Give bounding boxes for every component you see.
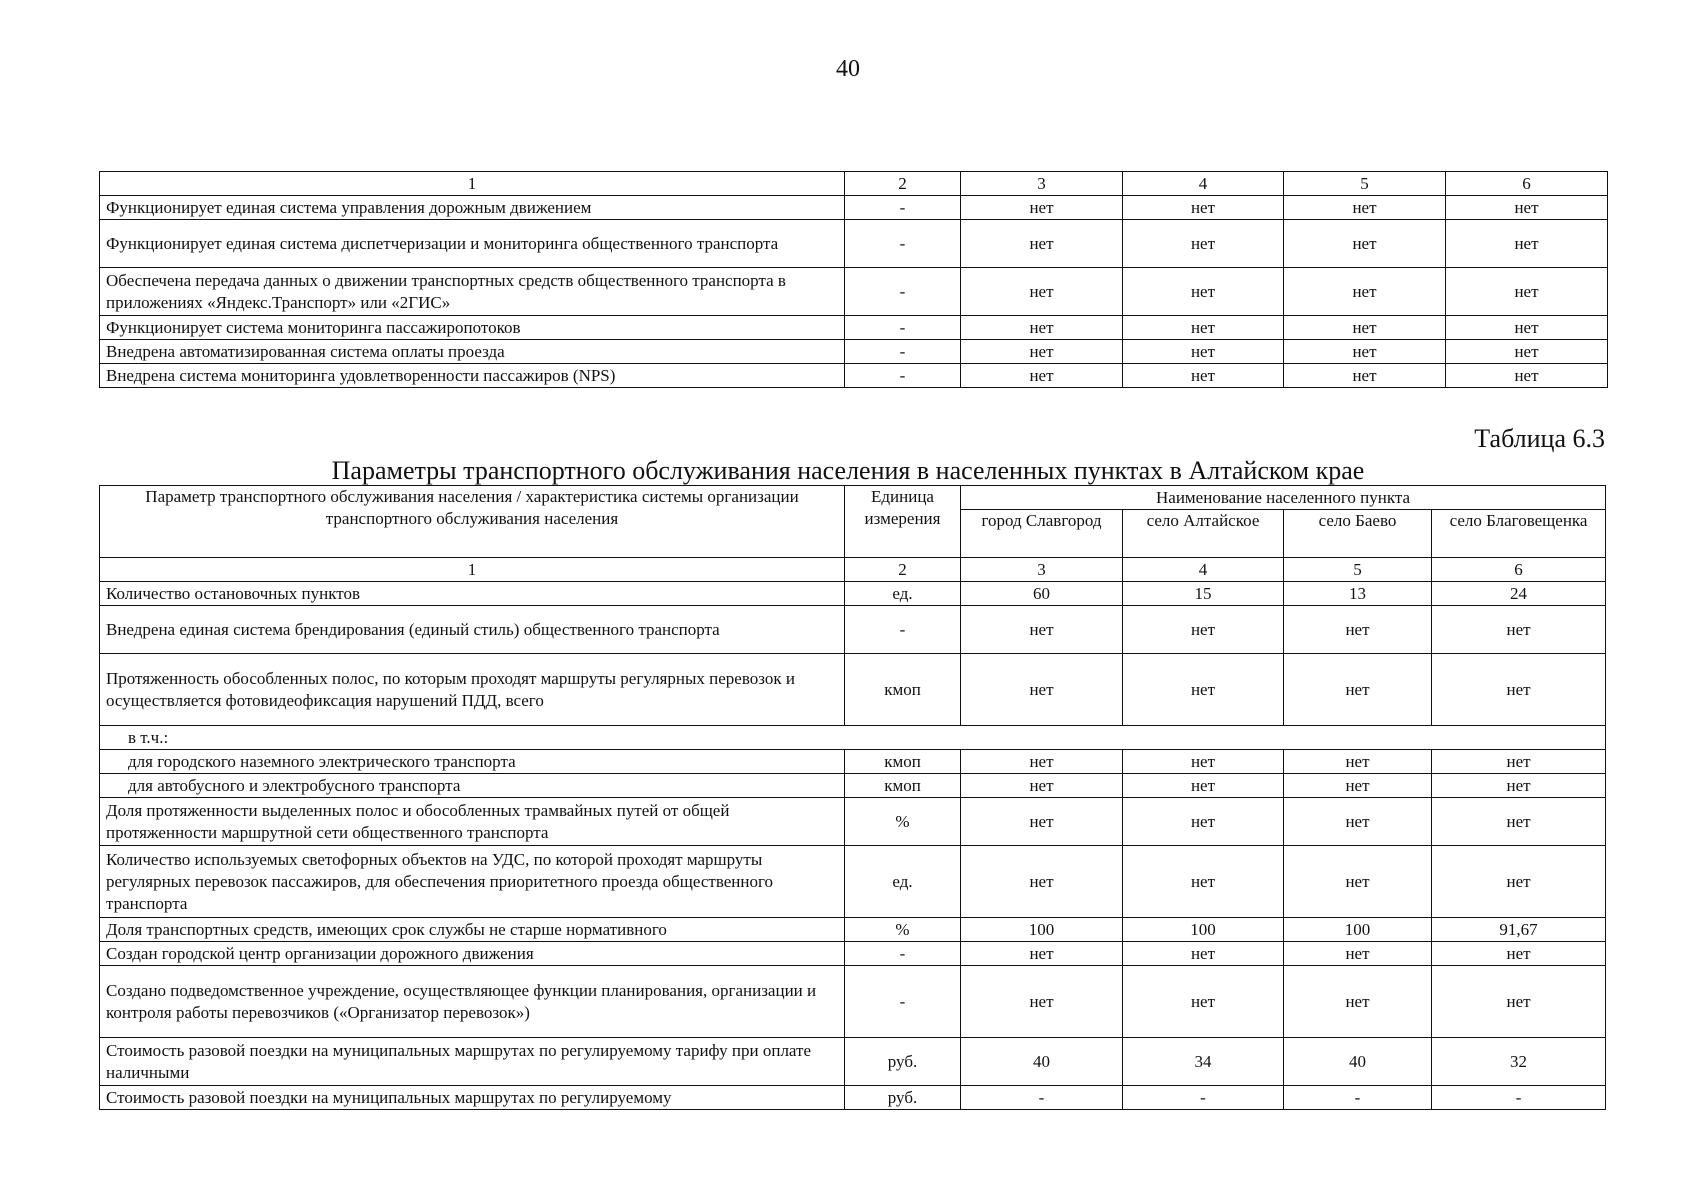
value-cell: нет	[1284, 268, 1446, 316]
value-cell: 15	[1123, 582, 1284, 606]
table-row	[100, 774, 1606, 798]
param-cell: Стоимость разовой поездки на муниципальных маршрутах по регулируемому тарифу при оплате наличными	[100, 1038, 845, 1086]
place-header: город Славгород	[961, 510, 1123, 558]
column-number: 5	[1284, 558, 1432, 582]
table-row	[100, 196, 1608, 220]
unit-cell: %	[845, 798, 961, 846]
table-row	[100, 966, 1606, 1038]
unit-cell: -	[845, 316, 961, 340]
value-cell: нет	[961, 798, 1123, 846]
table-header-row	[100, 486, 1606, 510]
value-cell: нет	[1284, 966, 1432, 1038]
param-cell: Количество остановочных пунктов	[100, 582, 845, 606]
unit-cell: -	[845, 340, 961, 364]
value-cell: нет	[1446, 196, 1608, 220]
table-row	[100, 1086, 1606, 1110]
table-row	[100, 750, 1606, 774]
table-title: Параметры транспортного обслуживания населения в населенных пунктах в Алтайском крае	[331, 456, 1365, 485]
value-cell: нет	[1446, 340, 1608, 364]
value-cell: 24	[1432, 582, 1606, 606]
value-cell: нет	[1284, 654, 1432, 726]
unit-column-header: Единица измерения	[845, 486, 961, 558]
param-cell: Обеспечена передача данных о движении транспортных средств общественного транспорта в приложениях «Яндекс.Транспорт» или «2ГИС»	[100, 268, 845, 316]
value-cell: 100	[1284, 918, 1432, 942]
table-row	[100, 340, 1608, 364]
value-cell: нет	[1123, 654, 1284, 726]
value-cell: нет	[961, 340, 1123, 364]
value-cell: нет	[1432, 774, 1606, 798]
value-cell: нет	[1432, 750, 1606, 774]
param-cell: Внедрена автоматизированная система оплаты проезда	[100, 340, 845, 364]
unit-cell: -	[845, 606, 961, 654]
value-cell: нет	[1123, 268, 1284, 316]
value-cell: 100	[961, 918, 1123, 942]
table-label: Таблица 6.3	[1474, 424, 1605, 453]
value-cell: нет	[1432, 798, 1606, 846]
value-cell: 40	[961, 1038, 1123, 1086]
transport-parameters-table	[99, 485, 1606, 1110]
unit-cell: %	[845, 918, 961, 942]
value-cell: нет	[1446, 268, 1608, 316]
value-cell: 100	[1123, 918, 1284, 942]
value-cell: нет	[961, 220, 1123, 268]
value-cell: нет	[1432, 654, 1606, 726]
value-cell: нет	[1123, 316, 1284, 340]
value-cell: нет	[961, 364, 1123, 388]
value-cell: нет	[961, 654, 1123, 726]
param-cell: Доля транспортных средств, имеющих срок службы не старше нормативного	[100, 918, 845, 942]
unit-cell: кмоп	[845, 654, 961, 726]
value-cell: нет	[1123, 196, 1284, 220]
place-header: село Баево	[1284, 510, 1432, 558]
value-cell: нет	[1446, 316, 1608, 340]
table-row	[100, 798, 1606, 846]
value-cell: нет	[1284, 798, 1432, 846]
subheading-row	[100, 726, 1606, 750]
table-row	[100, 606, 1606, 654]
header-cell: 5	[1284, 172, 1446, 196]
column-number: 1	[100, 558, 845, 582]
value-cell: нет	[1123, 966, 1284, 1038]
value-cell: нет	[1123, 220, 1284, 268]
value-cell: нет	[961, 750, 1123, 774]
value-cell: 60	[961, 582, 1123, 606]
value-cell: -	[1432, 1086, 1606, 1110]
param-cell: Доля протяженности выделенных полос и обособленных трамвайных путей от общей протяженности маршрутной сети общественного транспорта	[100, 798, 845, 846]
unit-cell: -	[845, 942, 961, 966]
column-number: 6	[1432, 558, 1606, 582]
param-cell: Количество используемых светофорных объектов на УДС, по которой проходят маршруты регулярных перевозок пассажиров, для обеспечения приоритетного проезда общественного транспорта	[100, 846, 845, 918]
unit-cell: руб.	[845, 1086, 961, 1110]
value-cell: нет	[1432, 966, 1606, 1038]
place-header: село Алтайское	[1123, 510, 1284, 558]
value-cell: нет	[1123, 340, 1284, 364]
value-cell: нет	[1446, 220, 1608, 268]
param-column-header: Параметр транспортного обслуживания населения / характеристика системы организации транспортного обслуживания населения	[100, 486, 845, 558]
header-cell: 1	[100, 172, 845, 196]
value-cell: нет	[961, 774, 1123, 798]
param-cell: Функционирует единая система диспетчеризации и мониторинга общественного транспорта	[100, 220, 845, 268]
param-cell: Функционирует система мониторинга пассажиропотоков	[100, 316, 845, 340]
param-cell: Создано подведомственное учреждение, осуществляющее функции планирования, организации и контроля работы перевозчиков («Организатор перевозок»)	[100, 966, 845, 1038]
value-cell: нет	[961, 316, 1123, 340]
header-cell: 6	[1446, 172, 1608, 196]
column-number: 3	[961, 558, 1123, 582]
table-row	[100, 846, 1606, 918]
place-group-header: Наименование населенного пункта	[961, 486, 1606, 510]
param-cell: для городского наземного электрического транспорта	[100, 750, 845, 774]
unit-cell: -	[845, 966, 961, 1038]
header-cell: 3	[961, 172, 1123, 196]
table-row	[100, 1038, 1606, 1086]
value-cell: нет	[1284, 750, 1432, 774]
unit-cell: -	[845, 196, 961, 220]
value-cell: 13	[1284, 582, 1432, 606]
value-cell: нет	[961, 196, 1123, 220]
value-cell: -	[1284, 1086, 1432, 1110]
column-number: 4	[1123, 558, 1284, 582]
value-cell: -	[961, 1086, 1123, 1110]
value-cell: нет	[1284, 774, 1432, 798]
value-cell: нет	[1123, 364, 1284, 388]
value-cell: нет	[1123, 798, 1284, 846]
unit-cell: -	[845, 364, 961, 388]
value-cell: -	[1123, 1086, 1284, 1110]
unit-cell: ед.	[845, 846, 961, 918]
unit-cell: -	[845, 268, 961, 316]
table-row	[100, 220, 1608, 268]
header-cell: 2	[845, 172, 961, 196]
value-cell: нет	[1284, 942, 1432, 966]
value-cell: нет	[1284, 220, 1446, 268]
value-cell: нет	[1123, 846, 1284, 918]
table-row	[100, 942, 1606, 966]
header-cell: 4	[1123, 172, 1284, 196]
value-cell: нет	[961, 846, 1123, 918]
place-header: село Благовещенка	[1432, 510, 1606, 558]
subheading-cell: в т.ч.:	[100, 726, 1606, 750]
table-row	[100, 364, 1608, 388]
param-cell: Стоимость разовой поездки на муниципальных маршрутах по регулируемому	[100, 1086, 845, 1110]
continued-table	[99, 171, 1608, 388]
value-cell: нет	[1432, 846, 1606, 918]
value-cell: 40	[1284, 1038, 1432, 1086]
value-cell: 91,67	[1432, 918, 1606, 942]
value-cell: нет	[1123, 606, 1284, 654]
value-cell: нет	[1446, 364, 1608, 388]
value-cell: нет	[1123, 774, 1284, 798]
param-cell: Функционирует единая система управления дорожным движением	[100, 196, 845, 220]
value-cell: 32	[1432, 1038, 1606, 1086]
value-cell: нет	[1284, 316, 1446, 340]
value-cell: нет	[1432, 942, 1606, 966]
param-cell: Внедрена система мониторинга удовлетворенности пассажиров (NPS)	[100, 364, 845, 388]
unit-cell: руб.	[845, 1038, 961, 1086]
unit-cell: -	[845, 220, 961, 268]
table-row	[100, 918, 1606, 942]
unit-cell: кмоп	[845, 774, 961, 798]
value-cell: нет	[1284, 606, 1432, 654]
value-cell: нет	[1123, 750, 1284, 774]
table-row	[100, 268, 1608, 316]
table-row	[100, 654, 1606, 726]
table-row	[100, 582, 1606, 606]
column-number-row	[100, 558, 1606, 582]
value-cell: нет	[961, 268, 1123, 316]
value-cell: нет	[961, 606, 1123, 654]
column-number: 2	[845, 558, 961, 582]
table-header-row	[100, 172, 1608, 196]
page-number: 40	[836, 56, 860, 82]
value-cell: нет	[1123, 942, 1284, 966]
value-cell: нет	[1432, 606, 1606, 654]
param-cell: Внедрена единая система брендирования (единый стиль) общественного транспорта	[100, 606, 845, 654]
unit-cell: ед.	[845, 582, 961, 606]
table-row	[100, 316, 1608, 340]
value-cell: нет	[1284, 364, 1446, 388]
param-cell: Протяженность обособленных полос, по которым проходят маршруты регулярных перевозок и осуществляется фотовидеофиксация нарушений ПДД, всего	[100, 654, 845, 726]
value-cell: нет	[1284, 340, 1446, 364]
value-cell: нет	[961, 966, 1123, 1038]
value-cell: нет	[1284, 846, 1432, 918]
value-cell: 34	[1123, 1038, 1284, 1086]
value-cell: нет	[961, 942, 1123, 966]
value-cell: нет	[1284, 196, 1446, 220]
unit-cell: кмоп	[845, 750, 961, 774]
param-cell: Создан городской центр организации дорожного движения	[100, 942, 845, 966]
param-cell: для автобусного и электробусного транспорта	[100, 774, 845, 798]
